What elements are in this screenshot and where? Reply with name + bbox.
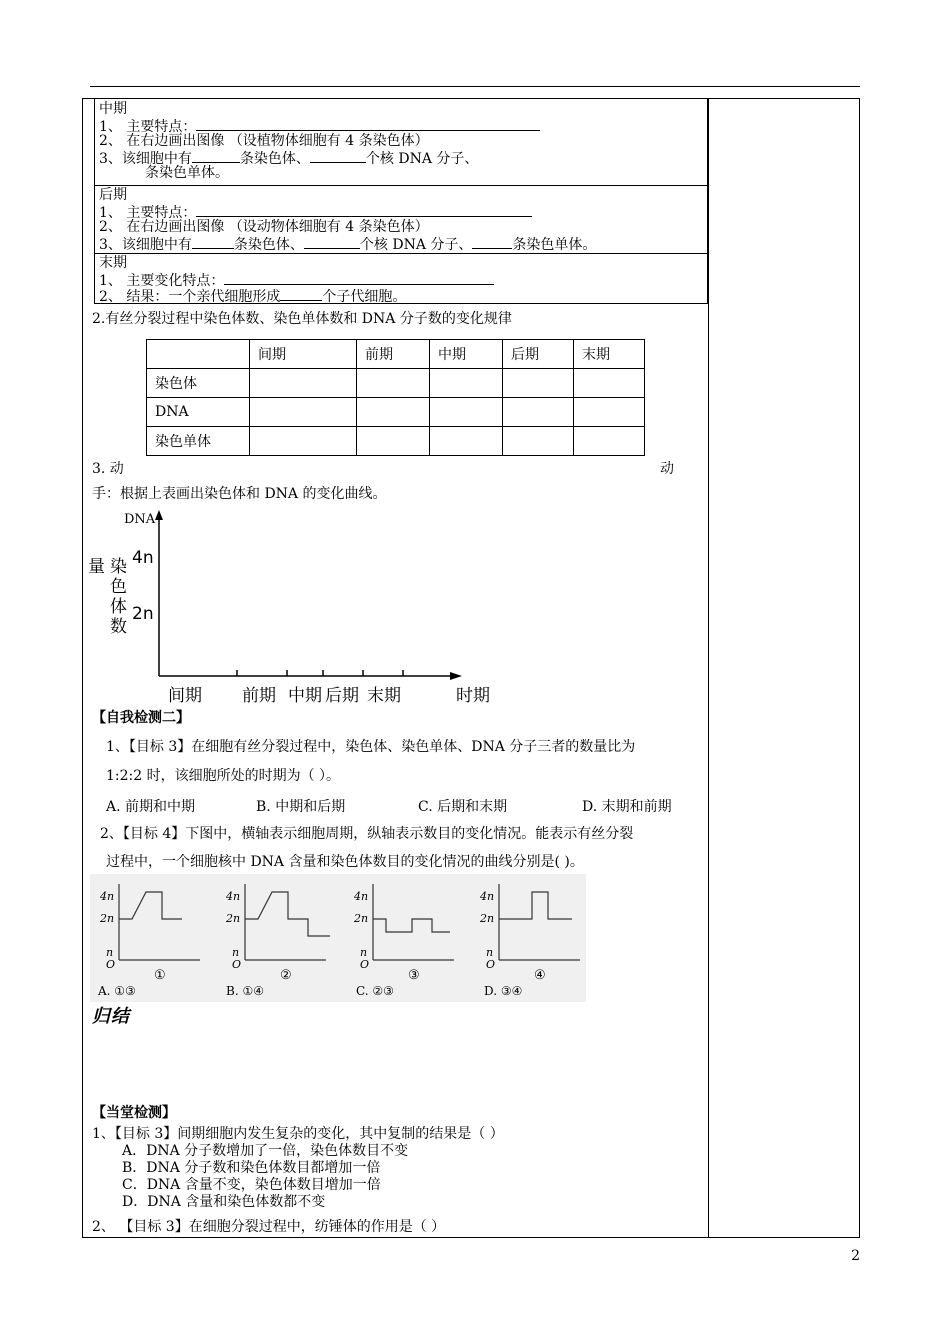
graph-y-4n: 4n <box>132 548 154 568</box>
variation-table <box>146 339 645 456</box>
row-dna: DNA <box>147 398 250 427</box>
g3-y2: 2n <box>354 912 369 925</box>
graph-y-2n: 2n <box>132 604 154 624</box>
g1-y2: 2n <box>100 912 115 925</box>
selfcheck2-q1b: 1:2:2 时，该细胞所处的时期为（ ）。 <box>106 768 341 784</box>
g1-o: O <box>106 958 116 971</box>
metaphase-line4: 条染色单体。 <box>145 165 229 181</box>
graph-ylabel-1: 染 <box>110 557 127 577</box>
g2-y4: 4n <box>226 890 241 903</box>
g3-o: O <box>360 958 370 971</box>
graph-ylabel-2: 色 <box>110 577 127 597</box>
section3-b: 动 <box>660 461 674 477</box>
classcheck-q1: 1、【目标 3】间期细胞内发生复杂的变化，其中复制的结果是（ ） <box>92 1126 504 1142</box>
telophase-line2: 2、 结果：一个亲代细胞形成 个子代细胞。 <box>99 289 407 305</box>
column-divider <box>708 98 709 1238</box>
row-chromatid: 染色单体 <box>147 427 250 456</box>
anaphase-line3: 3、该细胞中有 条染色体、 个核 DNA 分子、 条染色单体。 <box>99 237 597 253</box>
g3-num: ③ <box>408 968 420 983</box>
phase-box <box>94 98 708 304</box>
page-number: 2 <box>851 1248 860 1264</box>
g2-y2: 2n <box>226 912 241 925</box>
selfcheck2-title: 【自我检测二】 <box>92 710 190 726</box>
q1-option-b: B. 中期和后期 <box>256 799 346 815</box>
q1-option-d: D. 末期和前期 <box>582 799 672 815</box>
section3-c: 手：根据上表画出染色体和 DNA 的变化曲线。 <box>92 486 387 502</box>
g4-y4: 4n <box>480 890 495 903</box>
g1-num: ① <box>154 968 166 983</box>
section3-a: 3. 动 <box>92 461 124 477</box>
anaphase-title: 后期 <box>99 187 127 203</box>
classcheck-opt-b: B．DNA 分子数和染色体数目都增加一倍 <box>122 1160 381 1176</box>
col-metaphase: 中期 <box>430 340 503 369</box>
col-interphase: 间期 <box>250 340 357 369</box>
selfcheck2-q2b: 过程中，一个细胞核中 DNA 含量和染色体数目的变化情况的曲线分别是( )。 <box>106 854 584 870</box>
graph-xtick-1: 间期 <box>168 686 202 706</box>
fig-option-d: D. ③④ <box>484 984 523 998</box>
g3-y4: 4n <box>354 890 369 903</box>
graph-liang-label: 量 <box>88 557 105 577</box>
g4-y2: 2n <box>480 912 495 925</box>
g2-o: O <box>232 958 242 971</box>
graph-dna-label: DNA <box>124 512 156 527</box>
graph-xtick-2: 前期 <box>242 686 276 706</box>
fig-option-a: A. ①③ <box>98 984 136 998</box>
classcheck-opt-c: C．DNA 含量不变，染色体数目增加一倍 <box>122 1177 381 1193</box>
section2-title: 2.有丝分裂过程中染色体数、染色单体数和 DNA 分子数的变化规律 <box>92 311 512 327</box>
q1-option-c: C. 后期和末期 <box>418 799 508 815</box>
classcheck-opt-d: D．DNA 含量和染色体数都不变 <box>122 1194 326 1210</box>
graph-xtick-3: 中期 <box>288 686 322 706</box>
graph-xtick-4: 后期 <box>325 686 359 706</box>
row-chromosome: 染色体 <box>147 369 250 398</box>
g4-num: ④ <box>534 968 546 983</box>
metaphase-line2: 2、 在右边画出图像 （设植物体细胞有 4 条染色体） <box>99 133 429 149</box>
g1-yn: n <box>106 946 114 959</box>
telophase-line1: 1、 主要变化特点： <box>99 271 494 289</box>
classcheck-q2: 2、 【目标 3】在细胞分裂过程中，纺锤体的作用是（ ） <box>92 1219 446 1235</box>
fig-option-b: B. ①④ <box>226 984 264 998</box>
graph-ylabel-3: 体 <box>110 597 127 617</box>
selfcheck2-q2a: 2、【目标 4】下图中，横轴表示细胞周期，纵轴表示数目的变化情况。能表示有丝分裂 <box>100 826 634 842</box>
col-telophase: 末期 <box>574 340 645 369</box>
blank-graph-axes <box>150 510 470 686</box>
curve-options-figure <box>90 874 586 1002</box>
classcheck-opt-a: A．DNA 分子数增加了一倍，染色体数目不变 <box>122 1143 409 1159</box>
graph-xtitle: 时期 <box>456 686 490 706</box>
selfcheck2-q1a: 1、【目标 3】在细胞有丝分裂过程中，染色体、染色单体、DNA 分子三者的数量比为 <box>106 739 636 755</box>
anaphase-line1: 1、 主要特点： <box>99 203 532 221</box>
summary-heading: 归结 <box>92 1006 130 1027</box>
g3-yn: n <box>360 946 368 959</box>
metaphase-line1: 1、 主要特点： <box>99 117 540 135</box>
metaphase-title: 中期 <box>99 101 127 117</box>
g4-yn: n <box>486 946 494 959</box>
g2-num: ② <box>280 968 292 983</box>
classcheck-title: 【当堂检测】 <box>92 1105 176 1121</box>
anaphase-line2: 2、 在右边画出图像 （设动物体细胞有 4 条染色体） <box>99 219 429 235</box>
telophase-title: 末期 <box>99 255 127 271</box>
g1-y4: 4n <box>100 890 115 903</box>
header-rule <box>90 86 860 87</box>
col-prophase: 前期 <box>357 340 430 369</box>
metaphase-line3: 3、该细胞中有 条染色体、 个核 DNA 分子、 <box>99 151 479 167</box>
fig-option-c: C. ②③ <box>356 984 394 998</box>
g4-o: O <box>486 958 496 971</box>
g2-yn: n <box>232 946 240 959</box>
graph-ylabel-4: 数 <box>110 617 127 637</box>
col-anaphase: 后期 <box>503 340 574 369</box>
q1-option-a: A. 前期和中期 <box>106 799 196 815</box>
graph-xtick-5: 末期 <box>367 686 401 706</box>
